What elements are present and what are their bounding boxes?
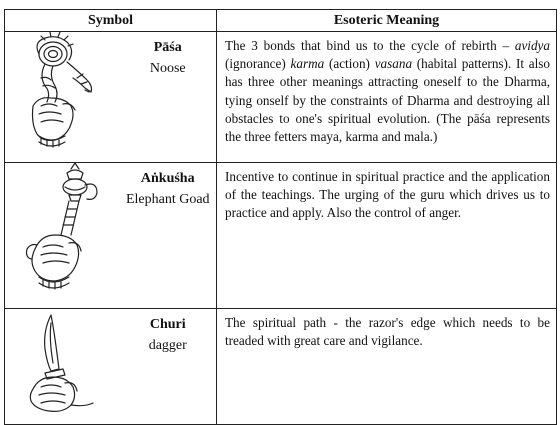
meaning-text: (ignorance) (225, 56, 291, 72)
symbol-name: Pāśa (153, 40, 182, 55)
symbol-table (4, 9, 557, 425)
symbol-translation: dagger (148, 338, 187, 353)
symbol-translation: Elephant Goad (125, 192, 210, 207)
symbol-image-cell (5, 163, 120, 309)
elephant-goad-icon (5, 163, 120, 299)
dagger-icon (5, 309, 120, 415)
meaning-cell (217, 163, 557, 309)
meaning-text: The 3 bonds that bind us to the cycle of rebirth – (225, 38, 515, 53)
noose-icon (5, 32, 120, 153)
meaning-term: avidya (514, 38, 550, 53)
symbol-image-cell (5, 309, 120, 425)
table-row (5, 163, 557, 309)
meaning-header: Esoteric Meaning (217, 10, 557, 32)
meaning-term: vasana (374, 56, 413, 72)
table-row (5, 32, 557, 163)
header-row (5, 10, 557, 32)
meaning-cell (217, 309, 557, 425)
symbol-name-cell (120, 309, 217, 425)
meaning-term: karma (290, 56, 325, 72)
symbol-name: Churi (149, 317, 186, 332)
symbol-name-cell (120, 163, 217, 309)
meaning-text: (action) (324, 56, 375, 72)
meaning-text: Incentive to continue in spiritual practice and the application of the teachings. The urging of the guru which drives us to practice and apply. Also the control of anger. (225, 169, 550, 221)
symbol-name: Aṅkuśha (140, 171, 195, 186)
symbol-translation: Noose (149, 61, 186, 76)
symbol-name-cell (120, 32, 217, 163)
table-row (5, 309, 557, 425)
meaning-text: (habital patterns). It also has three other meanings attracting oneself to the Dharma, tying onself by the constraints of Dharma and destroying all obstacles to one's spiritual evolution. (The pāśa represents the three fetters maya, karma and mala.) (225, 56, 550, 145)
symbol-header: Symbol (5, 10, 217, 32)
meaning-text: The spiritual path - the razor's edge which needs to be treaded with great care and vigilance. (225, 315, 550, 349)
meaning-cell (217, 32, 557, 163)
symbol-image-cell (5, 32, 120, 163)
